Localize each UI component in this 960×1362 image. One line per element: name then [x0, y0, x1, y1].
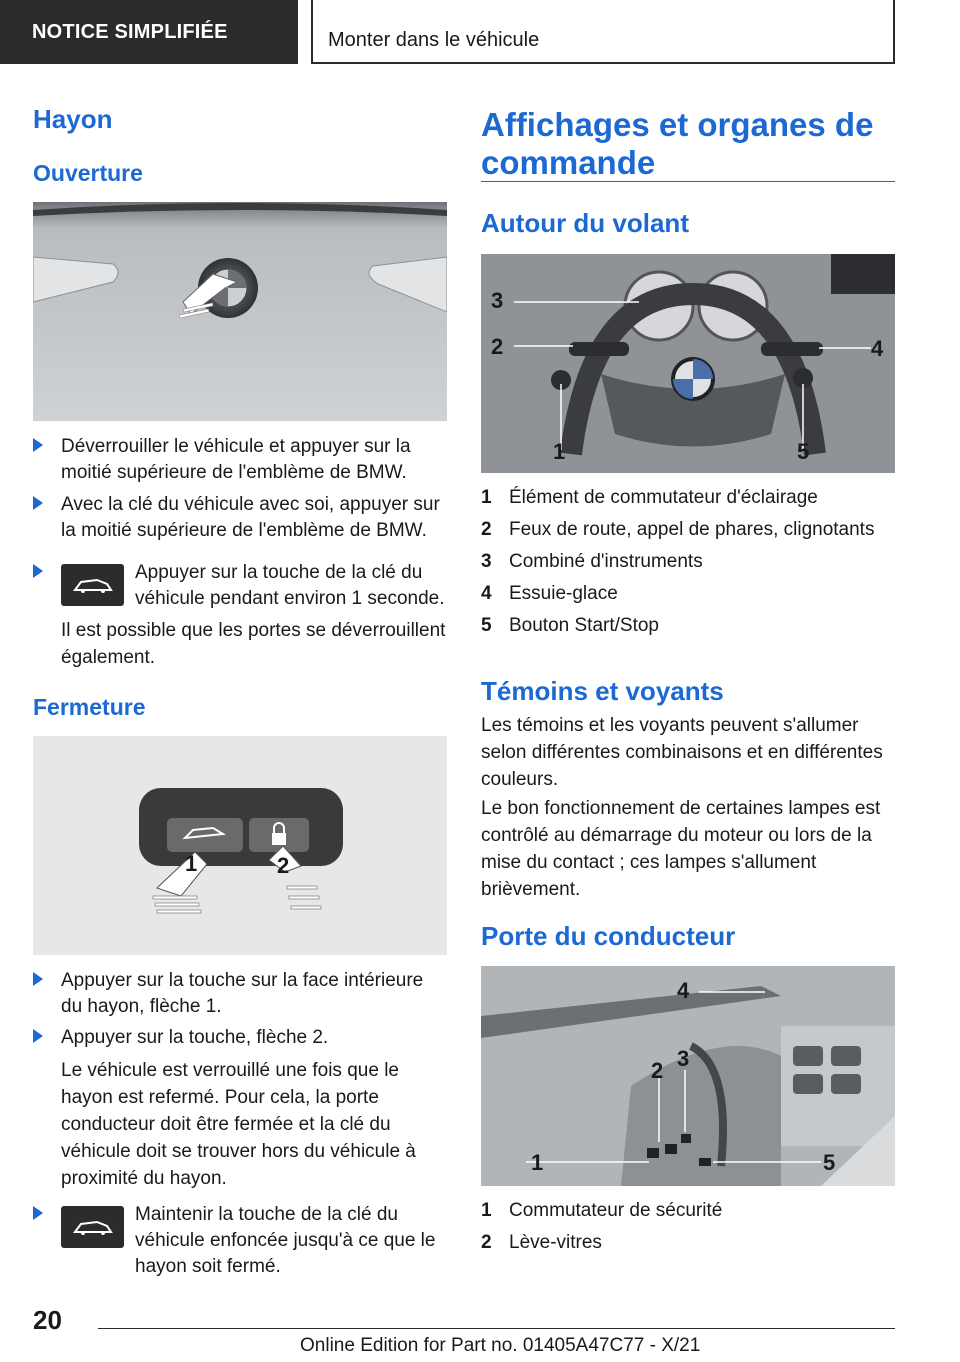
figure-label: 5 [823, 1150, 836, 1175]
bullet-text: Déverrouiller le véhicule et appuyer sur la moitié supérieure de l'emblème de BMW. [61, 436, 411, 483]
bullet-arrow-icon [33, 438, 43, 452]
heading-autour-du-volant: Autour du volant [481, 208, 689, 238]
bullet-arrow-icon [33, 1206, 43, 1220]
figure-label: 2 [651, 1058, 664, 1083]
bullet-closing-1 [33, 968, 447, 1020]
tailgate-emblem-figure [33, 202, 447, 421]
bullet-text: Appuyer sur la touche sur la face intérieure du hayon, flèche 1. [61, 970, 424, 1017]
figure-label: 2 [277, 853, 290, 878]
bullet-arrow-icon [33, 972, 43, 986]
chapter-tab: Monter dans le véhicule [311, 0, 895, 64]
figure-label: 2 [491, 334, 504, 359]
figure-label: 3 [677, 1046, 690, 1071]
tailgate-buttons-figure [33, 736, 447, 955]
bullet-closing-2 [33, 1025, 447, 1051]
footer-rule [98, 1328, 895, 1329]
figure-label: 4 [871, 336, 884, 361]
indicators-paragraph-1: Les témoins et les voyants peuvent s'allumer selon différentes combinaisons et en différentes couleurs. [481, 715, 883, 790]
driver-door-figure [481, 966, 895, 1186]
opening-note: Il est possible que les portes se déverrouillent également. [61, 620, 446, 668]
figure-label: 3 [491, 288, 504, 313]
footer-edition: Online Edition for Part no. 01405A47C77 - X/21 [300, 1335, 701, 1356]
bullet-opening-1 [33, 434, 447, 486]
closing-note: Le véhicule est verrouillé une fois que le hayon est refermé. Pour cela, la porte conducteur doit être fermée et la clé du véhicule doit se trouver hors du véhicule à proximité du hayon. [61, 1060, 416, 1189]
bullet-opening-3 [33, 560, 447, 612]
page-title-affichages: Affichages et organes de commande [481, 106, 874, 181]
figure-label: 5 [797, 439, 810, 464]
bullet-closing-3 [33, 1202, 447, 1280]
steering-wheel-figure [481, 254, 895, 473]
key-tailgate-button-icon [61, 564, 124, 606]
figure-label: 1 [185, 851, 198, 876]
figure-label: 1 [553, 439, 566, 464]
heading-temoins: Témoins et voyants [481, 676, 724, 706]
bullet-arrow-icon [33, 1029, 43, 1043]
figure-label: 4 [677, 978, 690, 1003]
bullet-text: Avec la clé du véhicule avec soi, appuyer sur la moitié supérieure de l'emblème de BMW. [61, 494, 440, 541]
heading-porte-conducteur: Porte du conducteur [481, 921, 736, 951]
bullet-arrow-icon [33, 496, 43, 510]
indicators-paragraph-2: Le bon fonctionnement de certaines lampes est contrôlé au démarrage du moteur ou lors de la mise du contact ; ces lampes s'allument brièvement. [481, 798, 881, 900]
section-tab: NOTICE SIMPLIFIÉE [0, 0, 298, 64]
bullet-opening-2 [33, 492, 447, 544]
heading-ouverture: Ouverture [33, 160, 143, 186]
key-tailgate-button-icon [61, 1206, 124, 1248]
bullet-text: Appuyer sur la touche, flèche 2. [61, 1027, 329, 1048]
bullet-text: Appuyer sur la touche de la clé du véhicule pendant environ 1 seconde. [135, 562, 445, 609]
page-number: 20 [33, 1305, 62, 1335]
bullet-text: Maintenir la touche de la clé du véhicule enfoncée jusqu'à ce que le hayon soit fermé. [135, 1204, 436, 1277]
bullet-arrow-icon [33, 564, 43, 578]
title-rule [481, 181, 895, 182]
figure-label: 1 [531, 1150, 544, 1175]
heading-fermeture: Fermeture [33, 694, 146, 720]
page-title-hayon: Hayon [33, 104, 113, 134]
